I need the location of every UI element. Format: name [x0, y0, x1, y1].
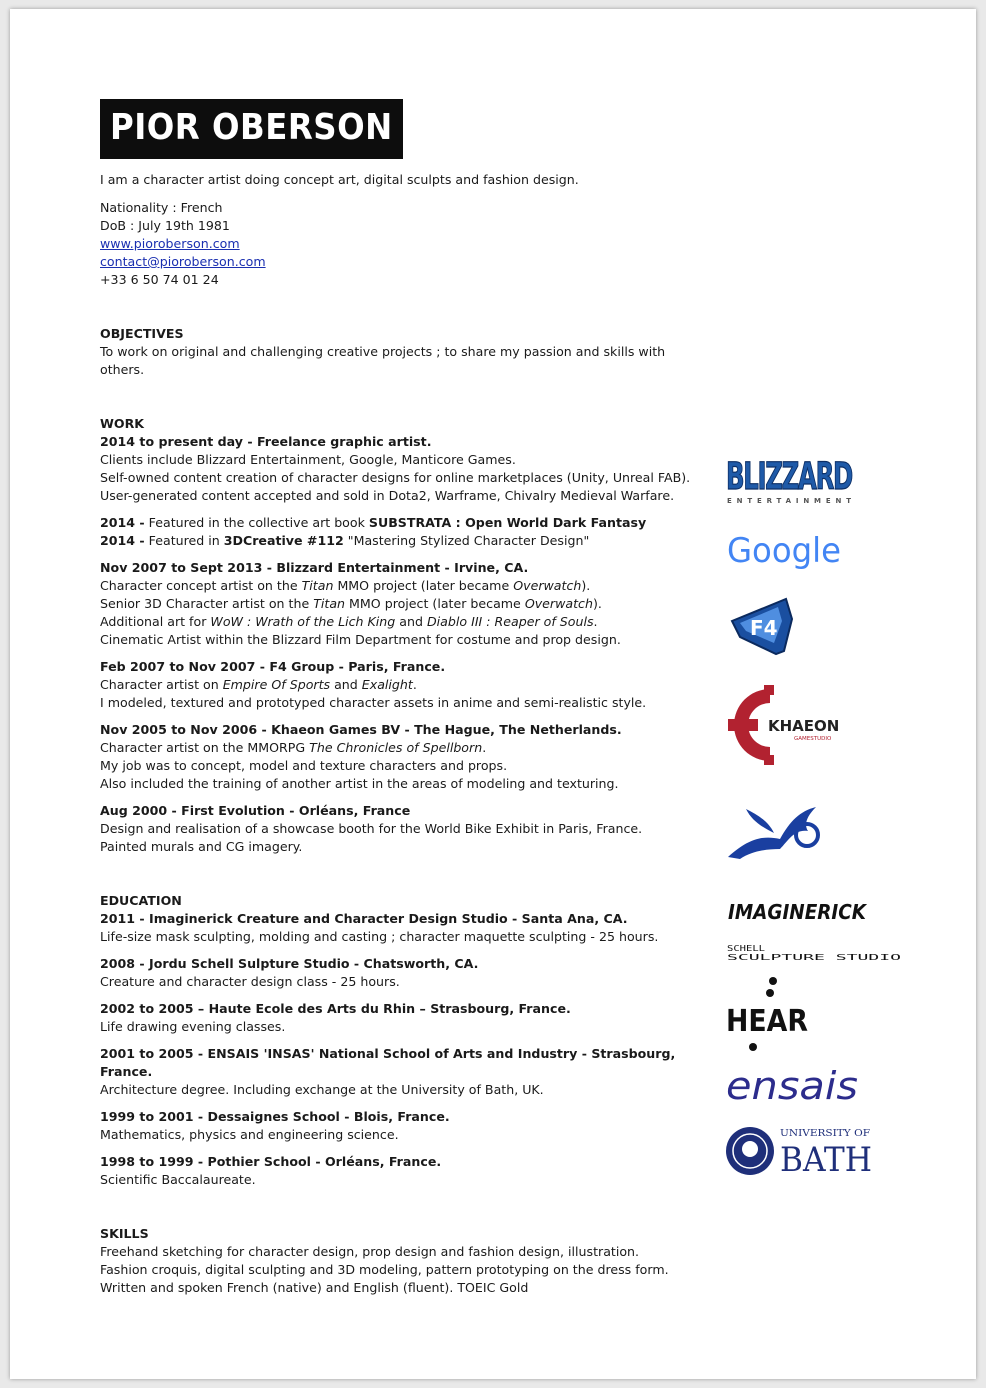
feature-line: 2014 - Featured in 3DCreative #112 "Mastering Stylized Character Design" [100, 533, 590, 548]
f4-line: Character artist on Empire Of Sports and Exalight. [100, 677, 417, 692]
ensais-logo: ensais [726, 1064, 858, 1108]
svg-text:KHAEON: KHAEON [768, 717, 840, 735]
evolution-line: Design and realisation of a showcase booth for the World Bike Exhibit in Paris, France. [100, 821, 643, 836]
feature-year: 2014 - [100, 533, 145, 548]
feature-year: 2014 - [100, 515, 145, 530]
blizzard-line: Senior 3D Character artist on the Titan MMO project (later became Overwatch). [100, 596, 602, 611]
imaginerick-logo: IMAGINERICK [728, 900, 868, 924]
svg-text:F4: F4 [750, 616, 778, 640]
svg-text:Google: Google [727, 531, 841, 571]
education-item: 2008 - Jordu Schell Sulpture Studio - Chatsworth, CA. Creature and character design class - 25 hours. [100, 956, 479, 989]
education-item: 2011 - Imaginerick Creature and Character Design Studio - Santa Ana, CA. Life-size mask sculpting, molding and casting ; character maquette sculpting - 25 hours. [100, 911, 659, 944]
website-link[interactable]: www.pioroberson.com [100, 236, 240, 251]
education-heading: EDUCATION [100, 893, 182, 908]
f4-line: I modeled, textured and prototyped character assets in anime and semi-realistic style. [100, 695, 647, 710]
objectives-text: To work on original and challenging creative projects ; to share my passion and skills with others. [100, 344, 666, 377]
skills-line: Freehand sketching for character design, prop design and fashion design, illustration. [100, 1244, 640, 1259]
khaeon-title: Nov 2005 to Nov 2006 - Khaeon Games BV - The Hague, The Netherlands. [100, 722, 622, 737]
khaeon-line: Also included the training of another artist in the areas of modeling and texturing. [100, 776, 619, 791]
khaeon-line: Character artist on the MMORPG The Chronicles of Spellborn. [100, 740, 487, 755]
evolution-logo [728, 807, 818, 859]
svg-text:HEAR: HEAR [726, 1004, 808, 1039]
google-logo [727, 531, 841, 571]
svg-text:UNIVERSITY OF: UNIVERSITY OF [780, 1129, 870, 1139]
feature-line: 2014 - Featured in the collective art book SUBSTRATA : Open World Dark Fantasy [100, 515, 647, 530]
skills-line: Fashion croquis, digital sculpting and 3D modeling, pattern prototyping on the dress form. [100, 1262, 669, 1277]
nationality: Nationality : French [100, 200, 223, 215]
education-item: 2002 to 2005 – Haute Ecole des Arts du Rhin – Strasbourg, France. Life drawing evening classes. [100, 1001, 571, 1034]
dob: DoB : July 19th 1981 [100, 218, 230, 233]
intro: I am a character artist doing concept art, digital sculpts and fashion design. [100, 172, 579, 187]
f4-title: Feb 2007 to Nov 2007 - F4 Group - Paris, France. [100, 659, 446, 674]
blizzard-title: Nov 2007 to Sept 2013 - Blizzard Entertainment - Irvine, CA. [100, 560, 529, 575]
freelance-line: Self-owned content creation of character designs for online marketplaces (Unity, Unreal FAB). [100, 470, 691, 485]
blizzard-line: Character concept artist on the Titan MMO project (later became Overwatch). [100, 578, 591, 593]
freelance-title: 2014 to present day - Freelance graphic artist. [100, 434, 432, 449]
logos-svg [10, 9, 976, 1379]
svg-text:BLIZZARD: BLIZZARD [726, 455, 853, 498]
work-heading: WORK [100, 416, 145, 431]
name-title: PIOR OBERSON [100, 99, 403, 159]
f4-logo [732, 599, 792, 654]
khaeon-logo [728, 685, 839, 765]
svg-text:SCHELL: SCHELL [727, 944, 766, 953]
khaeon-line: My job was to concept, model and texture characters and props. [100, 758, 508, 773]
skills-heading: SKILLS [100, 1226, 149, 1241]
svg-text:GAMESTUDIO: GAMESTUDIO [794, 736, 832, 742]
svg-text:ENTERTAINMENT: ENTERTAINMENT [727, 497, 851, 505]
phone: +33 6 50 74 01 24 [100, 272, 219, 287]
education-item: 1998 to 1999 - Pothier School - Orléans, France. Scientific Baccalaureate. [100, 1154, 442, 1187]
objectives-heading: OBJECTIVES [100, 326, 184, 341]
freelance-line: User-generated content accepted and sold in Dota2, Warframe, Chivalry Medieval Warfare. [100, 488, 675, 503]
evolution-title: Aug 2000 - First Evolution - Orléans, France [100, 803, 411, 818]
svg-text:SCULPTURE STUDIO: SCULPTURE STUDIO [727, 953, 902, 962]
schell-logo [727, 944, 901, 962]
education-item: 1999 to 2001 - Dessaignes School - Blois, France. Mathematics, physics and engineering science. [100, 1109, 450, 1142]
email-link[interactable]: contact@pioroberson.com [100, 254, 266, 269]
skills-line: Written and spoken French (native) and English (fluent). TOEIC Gold [100, 1280, 529, 1295]
bath-logo [726, 1127, 872, 1180]
resume-page [10, 9, 976, 1379]
svg-text:BATH: BATH [780, 1140, 872, 1180]
hear-logo [726, 977, 808, 1051]
blizzard-line: Additional art for WoW : Wrath of the Lich King and Diablo III : Reaper of Souls. [100, 614, 598, 629]
education-item: 2001 to 2005 - ENSAIS 'INSAS' National School of Arts and Industry - Strasbourg, France. Architecture degree. Including exchange at the University of Bath, UK. [100, 1046, 676, 1097]
blizzard-line: Cinematic Artist within the Blizzard Film Department for costume and prop design. [100, 632, 621, 647]
blizzard-logo [726, 455, 852, 505]
evolution-line: Painted murals and CG imagery. [100, 839, 303, 854]
freelance-line: Clients include Blizzard Entertainment, Google, Manticore Games. [100, 452, 516, 467]
